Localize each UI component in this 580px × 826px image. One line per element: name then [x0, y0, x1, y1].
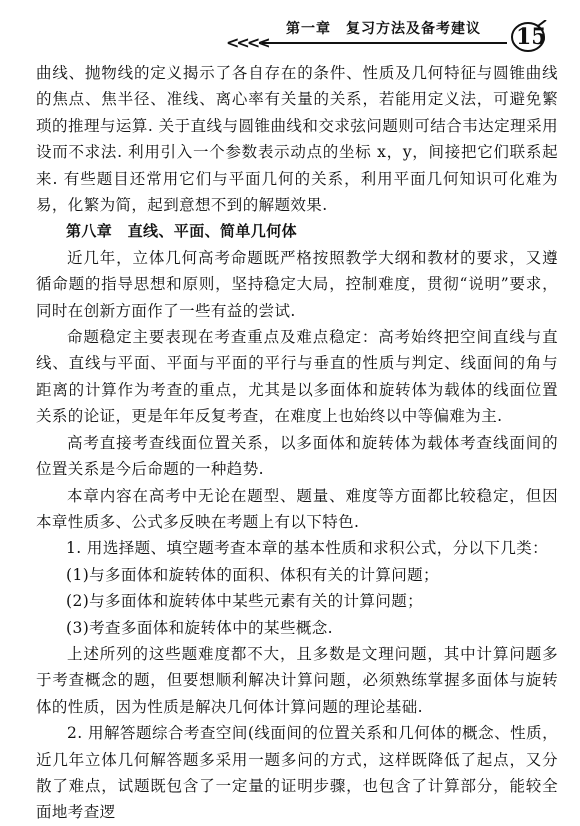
page-header	[0, 0, 580, 58]
list-item: (2)与多面体和旋转体中某些元素有关的计算问题；	[66, 592, 424, 611]
chapter-title: 第一章 复习方法及备考建议	[286, 21, 481, 37]
header-arrows-decoration: <<<<	[226, 33, 268, 52]
paragraph: 本章内容在高考中无论在题型、题量、难度等方面都比较稳定，但因本章性质多、公式多反映在考题上有以下特色.	[36, 486, 558, 531]
paragraph: 命题稳定主要表现在考查重点及难点稳定：高考始终把空间直线与直线、直线与平面、平面与平面的平行与垂直的性质与判定、线面间的角与距离的计算作为考查的重点，尤其是以多面体和旋转体为载体的线面位置关系的论证，更是年年反复考查，在难度上也始终以中等偏难为主.	[36, 328, 558, 426]
paragraph: 高考直接考查线面位置关系，以多面体和旋转体为载体考查线面间的位置关系是今后命题的一种趋势.	[36, 433, 558, 479]
paragraph: 曲线、抛物线的定义揭示了各自存在的条件、性质及几何特征与圆锥曲线的焦点、焦半径、准线、离心率有关量的关系，若能用定义法，可避免繁琐的推理与运算. 关于直线与圆锥曲线和交求弦问题则可结合韦达定理采用设而不求法. 利用引入一个参数表示动点的坐标 x，y，间接把它们联系起来. 有些题目还常用它们与平面几何的关系，利用平面几何知识可化难为易，化繁为简，起到意想不到的解题效果.	[36, 64, 558, 215]
list-item: (1)与多面体和旋转体的面积、体积有关的计算问题；	[66, 565, 439, 584]
list-item: 1. 用选择题、填空题考查本章的基本性质和求积公式，分以下几类：	[66, 539, 549, 558]
header-rule	[262, 42, 507, 44]
page-number: 15	[516, 24, 547, 50]
list-item: (3)考查多面体和旋转体中的某些概念.	[66, 618, 333, 637]
page-number-badge	[510, 20, 548, 54]
paragraph: 2. 用解答题综合考查空间(线面间的位置关系和几何体的概念、性质，近几年立体几何解答题多采用一题多问的方式，这样既降低了起点，又分散了难点，试题既包含了一定量的证明步骤，也包含了计算部分，能较全面地考查逻	[36, 724, 558, 822]
page-body	[36, 60, 558, 826]
paragraph: 上述所列的这些题难度都不大，且多数是文理问题，其中计算问题多于考查概念的题，但要想顺利解决计算问题，必须熟练掌握多面体与旋转体的性质，因为性质是解决几何体计算问题的理论基础.	[36, 644, 558, 716]
paragraph: 近几年，立体几何高考命题既严格按照教学大纲和教材的要求，又遵循命题的指导思想和原则，坚持稳定大局，控制难度，贯彻“说明”要求，同时在创新方面作了一些有益的尝试.	[36, 248, 558, 320]
section-heading: 第八章 直线、平面、简单几何体	[66, 222, 298, 241]
